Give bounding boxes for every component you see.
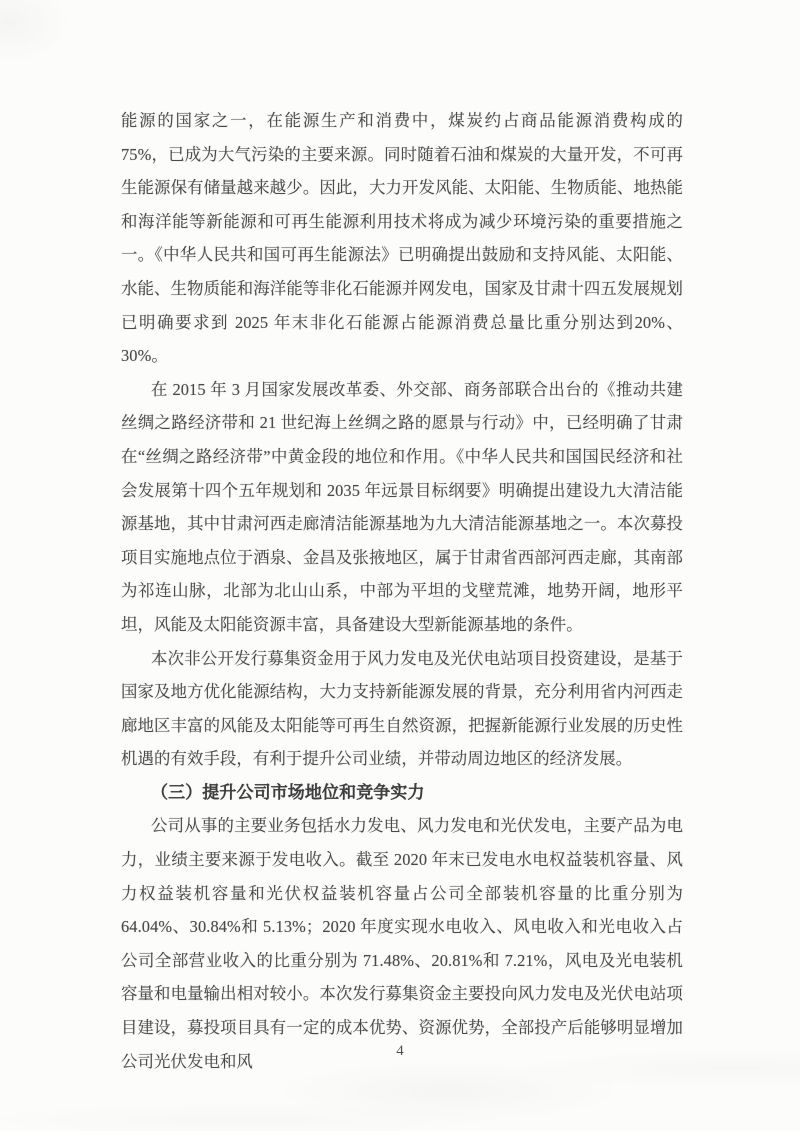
section-heading: （三）提升公司市场地位和竞争实力: [151, 782, 425, 802]
paragraph: 本次非公开发行募集资金用于风力发电及光伏电站项目投资建设，是基于国家及地方优化能源结构，大力支持新能源发展的背景，充分利用省内河西走廊地区丰富的风能及太阳能等可再生自然资源，把握新能源行业发展的历史性机遇的有效手段，有利于提升公司业绩，并带动周边地区的经济发展。: [121, 648, 683, 769]
paragraph: 公司从事的主要业务包括水力发电、风力发电和光伏发电，主要产品为电力，业绩主要来源于发电收入。截至 2020 年末已发电水电权益装机容量、风力权益装机容量和光伏权益装机容量占公司全部装机容量的比重分别为 64.04%、30.84%和 5.13%；2020 年度实现水电收入、风电收入和光电收入占公司全部营业收入的比重分别为 71.48%、20.81%和 7.21%，风电及光电装机容量和电量输出相对较小。本次发行募集资金主要投向风力发电及光伏电站项目建设，募投项目具有一定的成本优势、资源优势，全部投产后能够明显增加公司光伏发电和风: [121, 816, 683, 1071]
paragraph: 能源的国家之一，在能源生产和消费中，煤炭约占商品能源消费构成的 75%，已成为大气污染的主要来源。同时随着石油和煤炭的大量开发，不可再生能源保有储量越来越少。因此，大力开发风能、太阳能、生物质能、地热能和海洋能等新能源和可再生能源利用技术将成为减少环境污染的重要措施之一。《中华人民共和国可再生能源法》已明确提出鼓励和支持风能、太阳能、水能、生物质能和海洋能等非化石能源并网发电，国家及甘肃十四五发展规划已明确要求到 2025 年末非化石能源占能源消费总量比重分别达到20%、30%。: [121, 111, 683, 366]
page-body: [121, 104, 683, 1078]
paragraph: 在 2015 年 3 月国家发展改革委、外交部、商务部联合出台的《推动共建丝绸之路经济带和 21 世纪海上丝绸之路的愿景与行动》中，已经明确了甘肃在“丝绸之路经济带”中黄金段的地位和作用。《中华人民共和国国民经济和社会发展第十四个五年规划和 2035 年远景目标纲要》明确提出建设九大清洁能源基地，其中甘肃河西走廊清洁能源基地为九大清洁能源基地之一。本次募投项目实施地点位于酒泉、金昌及张掖地区，属于甘肃省西部河西走廊，其南部为祁连山脉，北部为北山山系，中部为平坦的戈壁荒滩，地势开阔，地形平坦，风能及太阳能资源丰富，具备建设大型新能源基地的条件。: [121, 379, 683, 634]
page-number: 4: [396, 1043, 404, 1059]
